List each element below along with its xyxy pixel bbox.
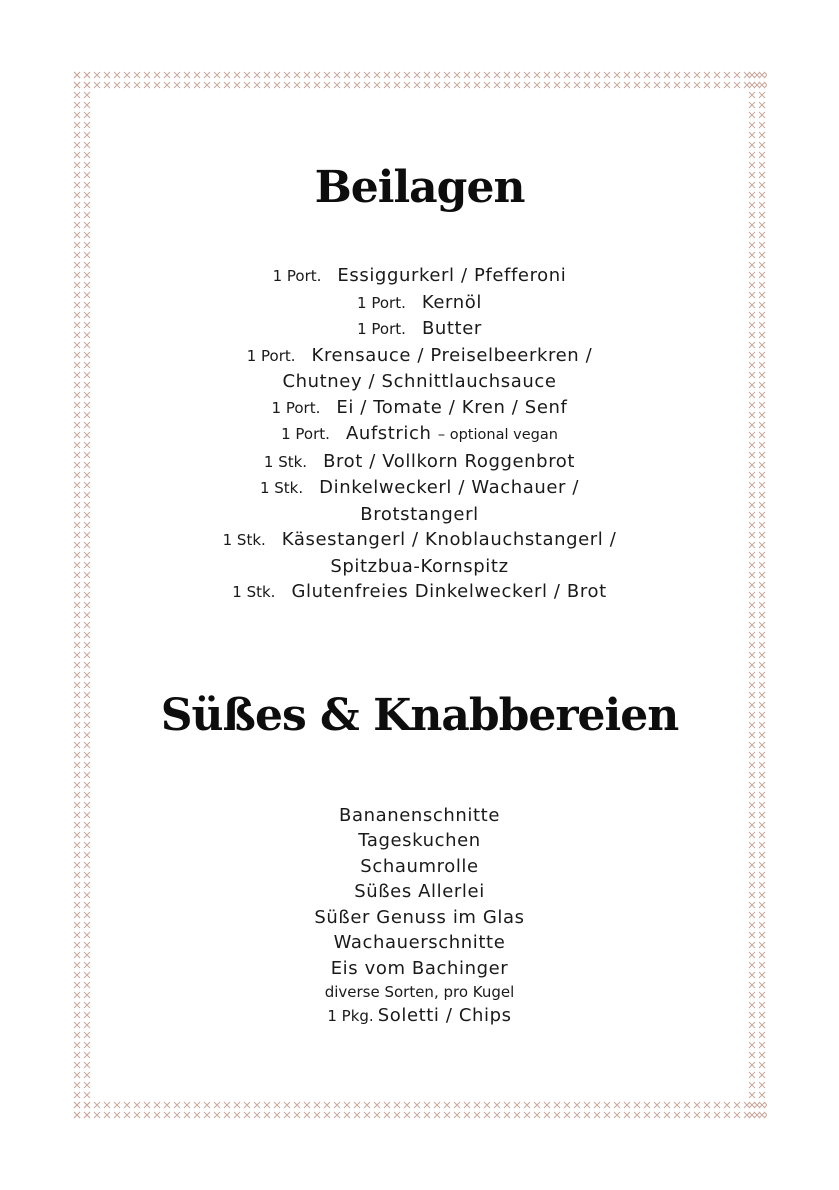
list-item [92, 579, 747, 606]
list-item: Tageskuchen [358, 830, 481, 851]
list-item: Süßer Genuss im Glas [314, 906, 525, 928]
item-quantity: 1 Port. [357, 320, 406, 338]
list-item [92, 290, 747, 317]
decorative-border-top [72, 70, 767, 90]
item-quantity: 1 Stk. [263, 452, 308, 471]
suesses-list [92, 803, 747, 1030]
item-name: Aufstrich [345, 423, 432, 444]
section-title-beilagen: Beilagen [314, 162, 525, 213]
beilagen-list [92, 263, 747, 606]
list-item [92, 263, 747, 290]
list-item: Schaumrolle [360, 855, 479, 877]
list-item [92, 475, 747, 527]
item-name-continued: Brotstangerl [360, 503, 479, 525]
item-quantity: 1 Port. [357, 293, 406, 312]
item-name: Dinkelweckerl / Wachauer / [319, 477, 580, 498]
item-name-continued: Chutney / Schnittlauchsauce [282, 371, 557, 392]
item-note: diverse Sorten, pro Kugel [324, 983, 515, 1001]
list-item: Wachauerschnitte [333, 932, 506, 953]
item-quantity: 1 Port. [246, 346, 296, 365]
item-name: Glutenfreies Dinkelweckerl / Brot [291, 581, 607, 602]
item-name: Krensauce / Preiselbeerkren / [311, 344, 593, 366]
item-name: Ei / Tomate / Kren / Senf [336, 396, 568, 418]
item-note: – optional vegan [437, 427, 558, 443]
item-name: Soletti / Chips [377, 1005, 512, 1026]
list-item: Eis vom Bachinger [330, 957, 509, 979]
item-name: Brot / Vollkorn Roggenbrot [323, 450, 576, 472]
item-name-continued: Spitzbua-Kornspitz [330, 555, 509, 577]
menu-page [92, 90, 747, 1030]
decorative-border-left [72, 70, 92, 1120]
list-item [92, 395, 747, 422]
section-title-suesses: Süßes & Knabbereien [160, 689, 679, 741]
list-item: Süßes Allerlei [354, 881, 485, 902]
decorative-border-right [747, 70, 767, 1120]
item-quantity: 1 Port. [271, 398, 321, 417]
list-item [92, 1003, 747, 1030]
list-item [92, 316, 747, 343]
list-item [92, 449, 747, 476]
item-name: Essiggurkerl / Pfefferoni [337, 265, 567, 286]
list-item: Bananenschnitte [339, 804, 500, 826]
item-quantity: 1 Pkg. [327, 1007, 374, 1025]
item-name: Käsestangerl / Knoblauchstangerl / [281, 529, 617, 550]
item-quantity: 1 Port. [281, 425, 330, 443]
item-name: Butter [421, 318, 482, 339]
list-item [92, 343, 747, 395]
item-quantity: 1 Stk. [232, 583, 276, 601]
item-quantity: 1 Stk. [222, 531, 266, 549]
list-item [92, 527, 747, 579]
list-item [92, 421, 747, 449]
item-quantity: 1 Port. [272, 267, 322, 285]
item-quantity: 1 Stk. [259, 479, 304, 497]
decorative-border-bottom [72, 1100, 767, 1120]
item-name: Kernöl [421, 291, 482, 313]
